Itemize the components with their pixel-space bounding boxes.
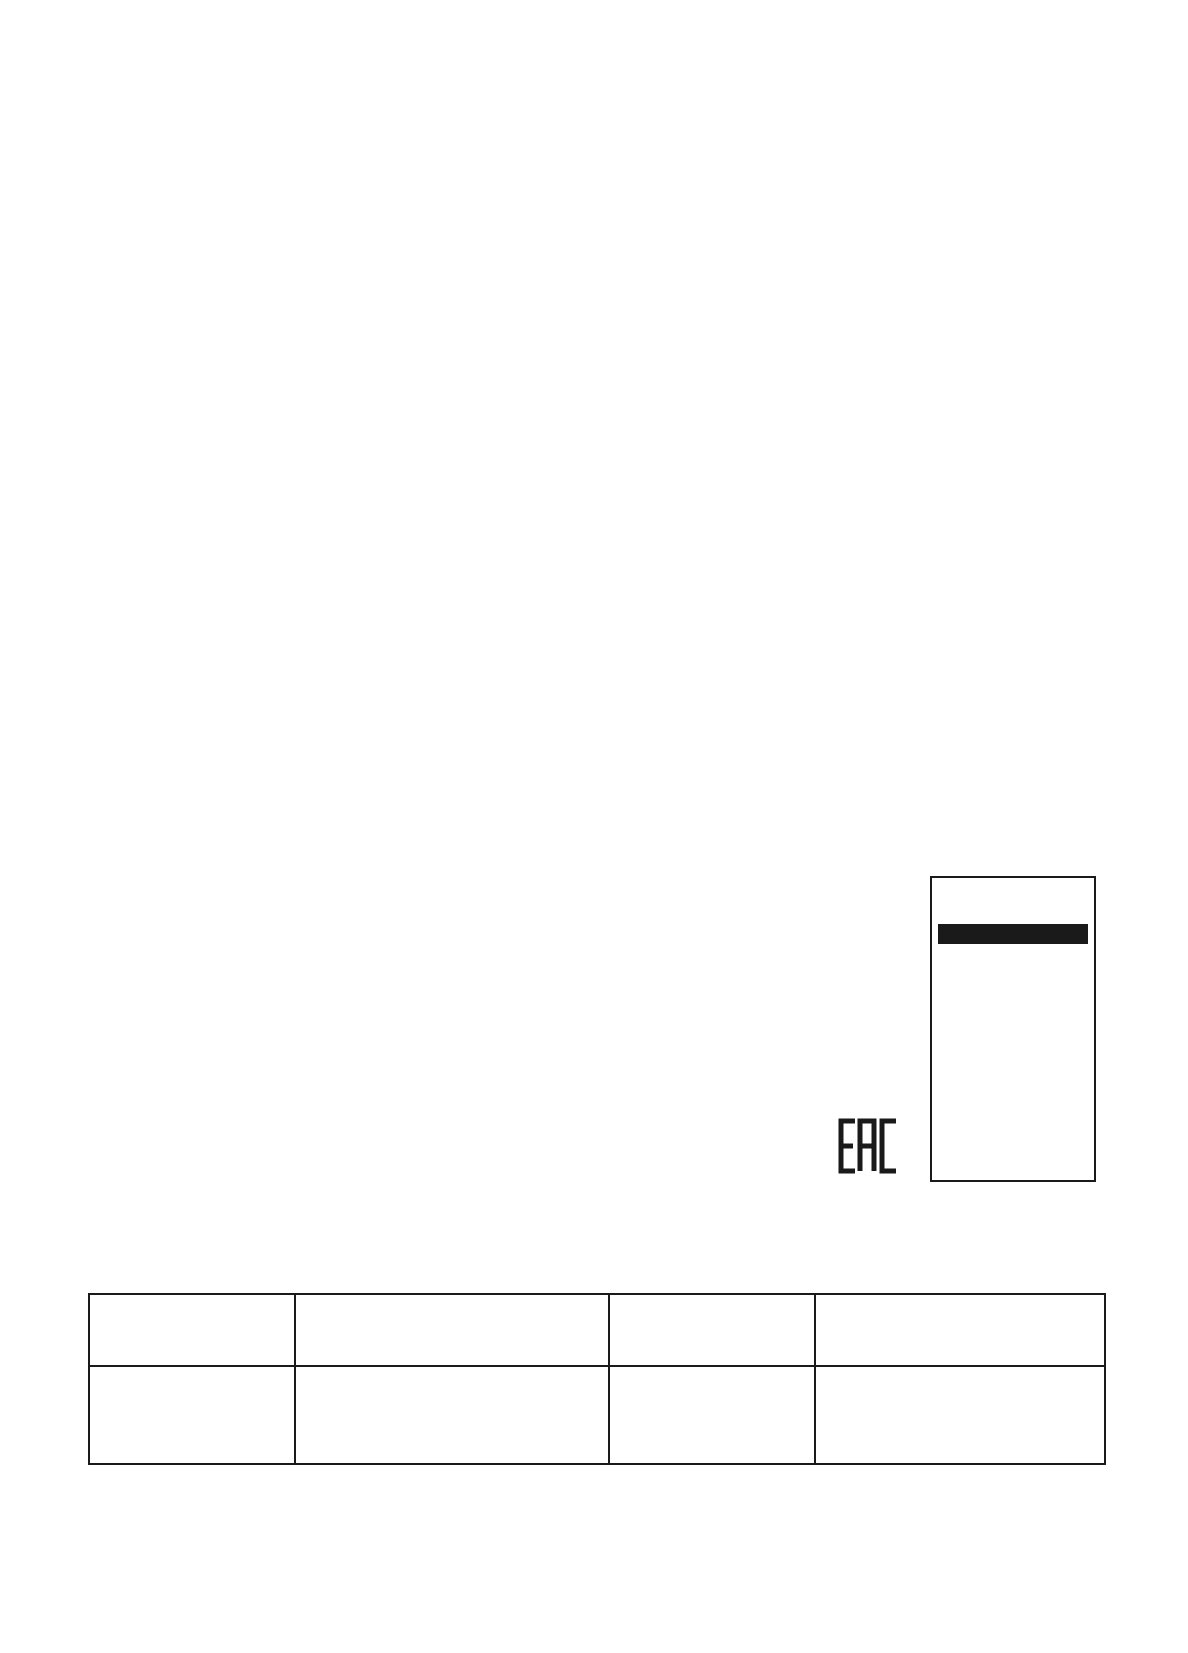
header-product-code — [89, 1294, 295, 1366]
production-date-cell[interactable] — [295, 1366, 609, 1464]
table-row — [89, 1366, 1105, 1464]
eac-mark-icon — [838, 1118, 900, 1174]
shop-stamp-cell[interactable] — [815, 1366, 1105, 1464]
header-production-date — [295, 1294, 609, 1366]
product-code-cell[interactable] — [89, 1366, 295, 1464]
header-shop-stamp — [815, 1294, 1105, 1366]
energy-efficiency-caption — [938, 924, 1088, 944]
energy-class-scale — [932, 950, 1094, 1190]
sale-date-cell[interactable] — [609, 1366, 815, 1464]
table-header-row — [89, 1294, 1105, 1366]
energy-label — [930, 876, 1096, 1182]
header-sale-date — [609, 1294, 815, 1366]
sale-info-table — [88, 1293, 1106, 1465]
